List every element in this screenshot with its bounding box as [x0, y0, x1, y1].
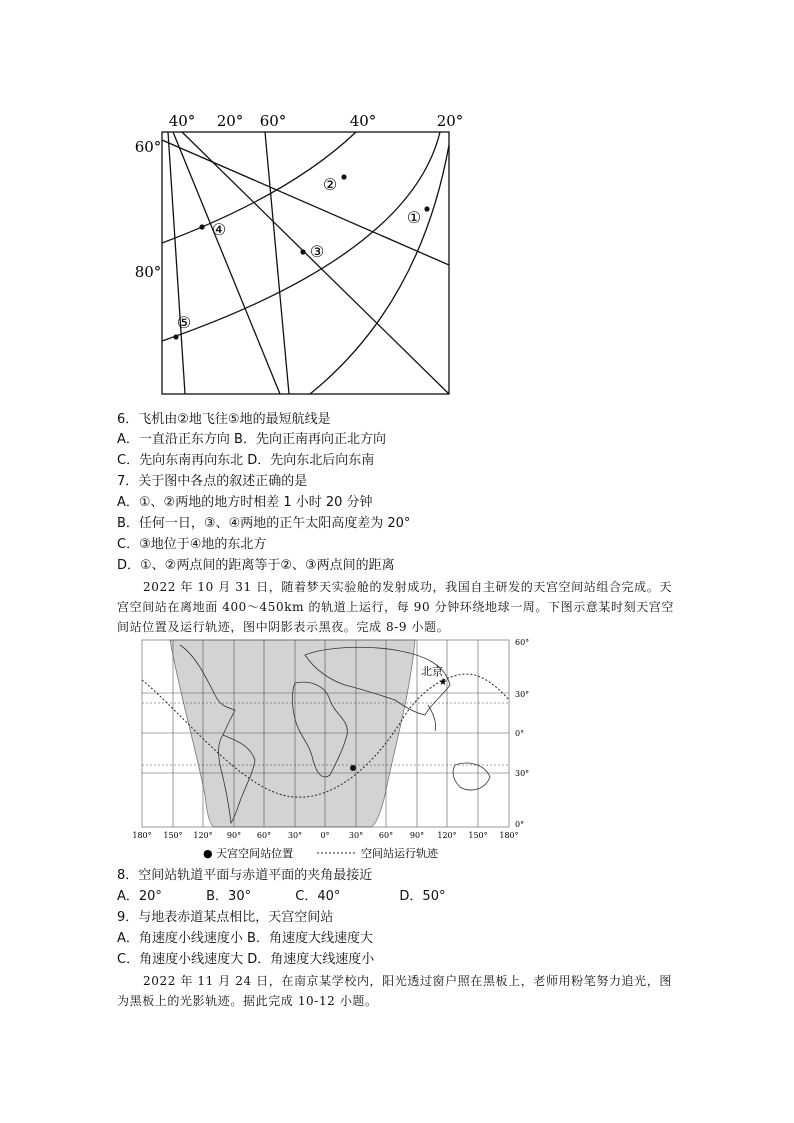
point-4-dot	[199, 224, 204, 229]
beijing-star-icon: ★	[438, 677, 448, 688]
svg-text:150°: 150°	[163, 831, 183, 840]
passage-space-station-text: 2022 年 10 月 31 日，随着梦天实验舱的发射成功，我国自主研发的天宫空间站组合完成。天宫空间站在离地面 400～450km 的轨道上运行，每 90 分钟环绕地球一周。下图示意某时刻天宫空间站位置及运行轨迹，图中阴影表示黑夜。完成 8-9 小题。	[117, 580, 674, 634]
australia-outline	[453, 763, 490, 790]
meridian-line-e	[182, 132, 449, 394]
meridian-line-b	[168, 132, 185, 394]
graticule-svg	[120, 105, 464, 400]
right-tick-0: 0°	[515, 729, 525, 738]
left-label-60: 60°	[134, 138, 162, 156]
right-tick-30-n: 30°	[515, 690, 530, 699]
point-5-label: ⑤	[176, 313, 192, 332]
svg-text:0°: 0°	[320, 831, 330, 840]
svg-text:120°: 120°	[193, 831, 213, 840]
point-1-dot	[424, 206, 429, 211]
meridian-line-d	[265, 132, 289, 394]
left-label-80: 80°	[134, 263, 162, 281]
bottom-ticks	[132, 831, 518, 840]
q6-options-line2: C．先向东南再向东北 D．先向东北后向东南	[117, 453, 375, 468]
svg-text:90°: 90°	[409, 831, 425, 840]
svg-text:30°: 30°	[287, 831, 303, 840]
point-1-label: ①	[406, 208, 422, 227]
passage-chalk-light-text: 2022 年 11 月 24 日，在南京某学校内，阳光透过窗户照在黑板上，老师用粉笔努力追光，图为黑板上的光影轨迹。据此完成 10-12 小题。	[117, 974, 672, 1008]
point-3-dot	[300, 249, 305, 254]
svg-text:150°: 150°	[468, 831, 488, 840]
graticule-figure	[120, 105, 464, 400]
night-shadow	[170, 640, 415, 827]
svg-text:60°: 60°	[256, 831, 272, 840]
point-3-label: ③	[309, 242, 325, 261]
q8-option-a: A．20°	[117, 889, 162, 904]
right-tick-60: 60°	[515, 638, 530, 647]
svg-text:180°: 180°	[132, 831, 152, 840]
q8-option-b: B．30°	[206, 889, 252, 904]
top-label-40-left: 40°	[168, 112, 196, 130]
q8-options	[117, 887, 445, 907]
svg-text:30°: 30°	[348, 831, 364, 840]
q9-stem: 9．与地表赤道某点相比，天宫空间站	[117, 910, 334, 925]
top-label-20-right: 20°	[436, 112, 464, 130]
point-5-dot	[173, 334, 178, 339]
q8-option-d: D．50°	[399, 889, 446, 904]
passage-chalk-light	[117, 971, 677, 1011]
right-tick-bottom: 0°	[515, 820, 525, 829]
top-label-40-right: 40°	[349, 112, 377, 130]
q7-option-c: C．③地位于④地的东北方	[117, 537, 267, 552]
meridian-line-a	[162, 140, 449, 265]
q7-stem: 7．关于图中各点的叙述正确的是	[117, 474, 308, 489]
world-map-figure	[125, 635, 530, 865]
q7-option-a: A．①、②两地的地方时相差 1 小时 20 分钟	[117, 495, 373, 510]
q7-option-d: D．①、②两点间的距离等于②、③两点间的距离	[117, 558, 395, 573]
q9-options-line2: C．角速度小线速度大 D．角速度大线速度小	[117, 952, 375, 967]
svg-text:120°: 120°	[437, 831, 457, 840]
q9-options-line1: A．角速度小线速度小 B．角速度大线速度大	[117, 931, 373, 946]
latitude-arc-middle	[162, 132, 440, 341]
top-label-60: 60°	[259, 112, 287, 130]
station-position-dot	[350, 765, 356, 771]
world-map-svg	[125, 635, 530, 865]
legend-orbit-track: 空间站运行轨迹	[361, 847, 438, 860]
svg-text:90°: 90°	[226, 831, 242, 840]
q6-stem: 6．飞机由②地飞往⑤地的最短航线是	[117, 412, 331, 427]
beijing-label: 北京	[421, 665, 443, 678]
svg-text:180°: 180°	[499, 831, 519, 840]
point-4-label: ④	[211, 220, 227, 239]
top-label-20-left: 20°	[216, 112, 244, 130]
point-2-label: ②	[322, 175, 338, 194]
legend-station-position: ● 天宫空间站位置	[203, 847, 294, 860]
passage-space-station	[117, 577, 677, 637]
right-tick-30-s: 30°	[515, 769, 530, 778]
q8-stem: 8．空间站轨道平面与赤道平面的夹角最接近	[117, 868, 373, 883]
svg-text:60°: 60°	[378, 831, 394, 840]
meridian-line-c	[173, 132, 280, 394]
q6-options-line1: A．一直沿正东方向 B．先向正南再向正北方向	[117, 432, 386, 447]
q7-option-b: B．任何一日，③、④两地的正午太阳高度差为 20°	[117, 516, 411, 531]
grid-lines	[162, 132, 449, 394]
point-2-dot	[341, 174, 346, 179]
q8-option-c: C．40°	[295, 889, 341, 904]
